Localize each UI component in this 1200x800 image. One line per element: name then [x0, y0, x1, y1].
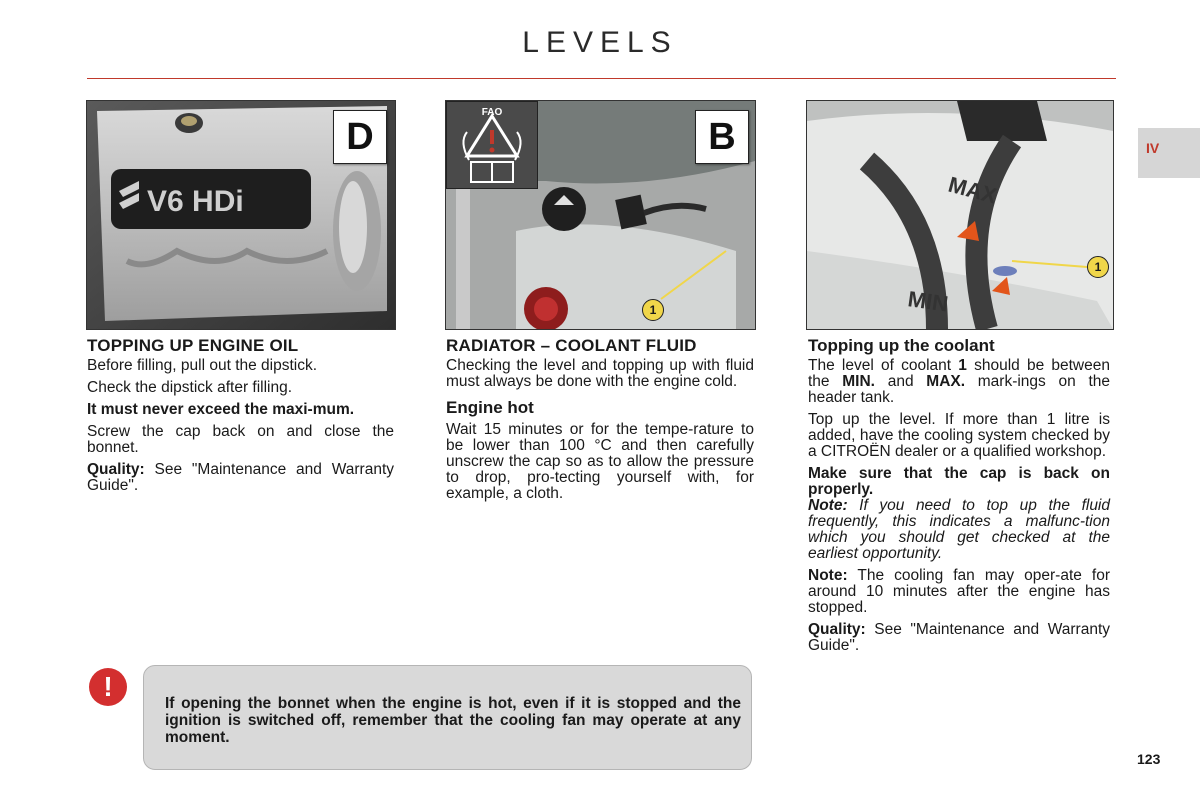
coolant-text-2: Top up the level. If more than 1 litre is added, have the cooling system checked by a CITROËN dealer or a qualified workshop. — [808, 411, 1110, 460]
tank-callout: 1 — [1087, 256, 1109, 278]
coolant-quality: Quality: See "Maintenance and Warranty Guide". — [808, 621, 1110, 654]
title-rule — [87, 78, 1116, 79]
photo-badge-b: B — [695, 110, 749, 164]
coolant-note-2: Note: The cooling fan may oper-ate for around 10 minutes after the engine has stopped. — [808, 567, 1110, 616]
engine-oil-photo — [86, 100, 396, 330]
tank-max-label: MAX — [945, 171, 1000, 209]
engine-badge-text: V6 HDi — [147, 185, 244, 218]
radiator-text-2: Wait 15 minutes or for the tempe-rature to be lower than 100 °C and then carefully unscrew the cap so as to allow the pressure to drop, pro-tecting yourself with, for example, a cloth. — [446, 421, 754, 502]
warning-box — [143, 665, 752, 770]
coolant-text-1: The level of coolant 1 should be between the MIN. and MAX. mark-ings on the header tank. — [808, 357, 1110, 406]
oil-section — [87, 338, 394, 500]
radiator-callout: 1 — [642, 299, 664, 321]
radiator-photo — [445, 100, 756, 330]
tank-min-label: MIN — [906, 286, 950, 317]
oil-heading: TOPPING UP ENGINE OIL — [87, 336, 299, 355]
page-title: LEVELS — [522, 26, 678, 59]
page-number: 123 — [1137, 751, 1161, 767]
warning-text: If opening the bonnet when the engine is hot, even if it is stopped and the ignition is switched off, remember that the cooling fan may operate at any moment. — [165, 695, 741, 746]
coolant-tank-photo — [806, 100, 1114, 330]
oil-text-1: Before filling, pull out the dipstick. — [87, 357, 318, 374]
oil-text-2: Check the dipstick after filling. — [87, 379, 293, 396]
pictogram-label: FAO — [481, 107, 503, 118]
chapter-tab — [1138, 128, 1200, 178]
chapter-label: IV — [1146, 140, 1160, 156]
photo-badge-d: D — [333, 110, 387, 164]
coolant-note-1: Note: If you need to top up the fluid frequently, this indicates a malfunc-tion which you should get checked at the earliest opportunity. — [808, 497, 1110, 562]
oil-quality: Quality: See "Maintenance and Warranty Guide". — [87, 461, 394, 494]
oil-text-4: Screw the cap back on and close the bonnet. — [87, 423, 394, 456]
radiator-section — [446, 338, 754, 508]
warning-icon: ! — [89, 668, 127, 706]
coolant-section — [808, 338, 1110, 660]
coolant-text-3: Make sure that the cap is back on properly. — [808, 465, 1110, 498]
radiator-text-1: Checking the level and topping up with fluid must always be done with the engine cold. — [446, 357, 754, 390]
coolant-heading: Topping up the coolant — [808, 336, 995, 355]
radiator-heading: RADIATOR – COOLANT FLUID — [446, 336, 697, 355]
radiator-warning-pictogram — [446, 101, 538, 189]
engine-hot-heading: Engine hot — [446, 398, 534, 417]
oil-text-3: It must never exceed the maxi-mum. — [87, 401, 355, 418]
